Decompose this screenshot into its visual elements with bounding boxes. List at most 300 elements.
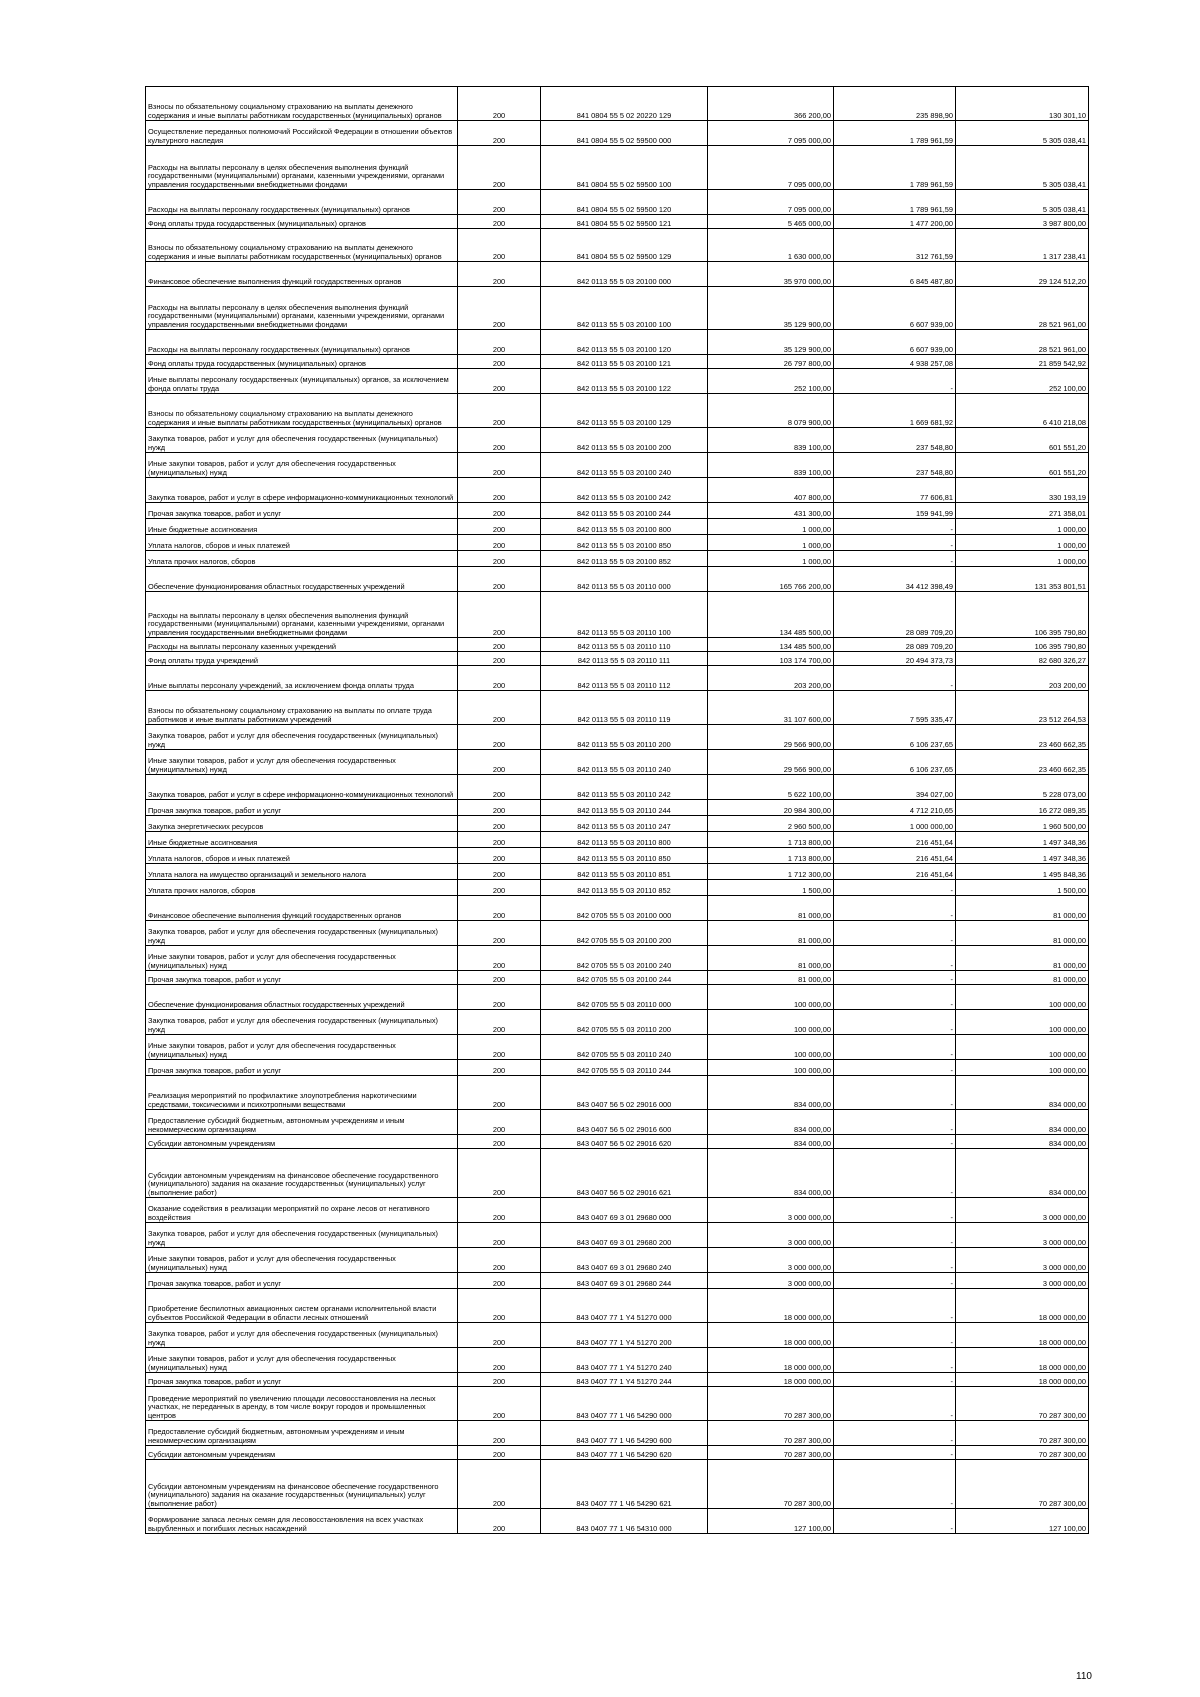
table-row [146,1348,1089,1373]
table-row [146,551,1089,567]
row-executed-cell: - [834,946,956,971]
row-code-cell: 200 [458,1198,541,1223]
table-row [146,1149,1089,1198]
row-name-cell: Осуществление переданных полномочий Российской Федерации в отношении объектов культурного наследия [146,121,458,146]
row-name-cell: Фонд оплаты труда государственных (муниципальных) органов [146,355,458,369]
row-executed-cell: 235 898,90 [834,87,956,121]
row-name-cell: Расходы на выплаты персоналу в целях обеспечения выполнения функций государственными (муниципальными) органами, казенными учреждениями, органами управления государственными внебюджетными фондами [146,146,458,190]
row-name-cell: Иные бюджетные ассигнования [146,832,458,848]
table-row [146,1421,1089,1446]
row-plan-cell: 5 465 000,00 [708,215,834,229]
row-plan-cell: 100 000,00 [708,985,834,1010]
row-executed-cell: - [834,1509,956,1534]
row-code-cell: 200 [458,215,541,229]
row-remaining-cell: 1 497 348,36 [956,832,1089,848]
row-executed-cell: 1 789 961,59 [834,190,956,215]
row-plan-cell: 1 000,00 [708,535,834,551]
row-kbk-cell: 842 0705 55 5 03 20100 200 [541,921,708,946]
row-code-cell: 200 [458,478,541,503]
row-kbk-cell: 842 0113 55 5 03 20100 120 [541,330,708,355]
table-row [146,1135,1089,1149]
table-row [146,1446,1089,1460]
row-code-cell: 200 [458,725,541,750]
row-name-cell: Проведение мероприятий по увеличению площади лесовосстановления на лесных участках, не переданных в аренду, в том числе вокруг городов и промышленных центров [146,1387,458,1421]
row-plan-cell: 127 100,00 [708,1509,834,1534]
row-name-cell: Прочая закупка товаров, работ и услуг [146,1273,458,1289]
row-executed-cell: 6 607 939,00 [834,287,956,330]
row-name-cell: Закупка энергетических ресурсов [146,816,458,832]
row-remaining-cell: 23 460 662,35 [956,725,1089,750]
row-code-cell: 200 [458,535,541,551]
row-name-cell: Закупка товаров, работ и услуг для обеспечения государственных (муниципальных) нужд [146,428,458,453]
row-code-cell: 200 [458,1060,541,1076]
row-remaining-cell: 130 301,10 [956,87,1089,121]
table-row [146,848,1089,864]
row-executed-cell: - [834,1387,956,1421]
table-row [146,1010,1089,1035]
row-executed-cell: 77 606,81 [834,478,956,503]
row-remaining-cell: 1 497 348,36 [956,848,1089,864]
row-kbk-cell: 841 0804 55 5 02 59500 120 [541,190,708,215]
row-name-cell: Предоставление субсидий бюджетным, автономным учреждениям и иным некоммерческим организациям [146,1110,458,1135]
row-executed-cell: 216 451,64 [834,848,956,864]
row-remaining-cell: 81 000,00 [956,971,1089,985]
row-kbk-cell: 841 0804 55 5 02 59500 100 [541,146,708,190]
row-remaining-cell: 70 287 300,00 [956,1460,1089,1509]
row-code-cell: 200 [458,428,541,453]
row-plan-cell: 134 485 500,00 [708,638,834,652]
row-plan-cell: 839 100,00 [708,453,834,478]
row-name-cell: Финансовое обеспечение выполнения функций государственных органов [146,262,458,287]
row-remaining-cell: 127 100,00 [956,1509,1089,1534]
table-row [146,215,1089,229]
row-code-cell: 200 [458,1035,541,1060]
row-name-cell: Закупка товаров, работ и услуг для обеспечения государственных (муниципальных) нужд [146,1010,458,1035]
row-code-cell: 200 [458,369,541,394]
row-kbk-cell: 843 0407 77 1 Y4 51270 244 [541,1373,708,1387]
table-row [146,394,1089,428]
row-plan-cell: 81 000,00 [708,921,834,946]
row-plan-cell: 1 712 300,00 [708,864,834,880]
row-kbk-cell: 842 0113 55 5 03 20100 242 [541,478,708,503]
row-executed-cell: - [834,1421,956,1446]
row-plan-cell: 70 287 300,00 [708,1446,834,1460]
table-row [146,750,1089,775]
row-kbk-cell: 842 0113 55 5 03 20110 244 [541,800,708,816]
row-plan-cell: 252 100,00 [708,369,834,394]
table-row [146,800,1089,816]
row-code-cell: 200 [458,848,541,864]
row-plan-cell: 18 000 000,00 [708,1289,834,1323]
row-name-cell: Расходы на выплаты персоналу казенных учреждений [146,638,458,652]
row-plan-cell: 7 095 000,00 [708,146,834,190]
row-code-cell: 200 [458,750,541,775]
row-plan-cell: 834 000,00 [708,1076,834,1110]
table-row [146,816,1089,832]
row-remaining-cell: 100 000,00 [956,1010,1089,1035]
row-kbk-cell: 843 0407 77 1 Ч6 54290 620 [541,1446,708,1460]
row-remaining-cell: 100 000,00 [956,985,1089,1010]
row-code-cell: 200 [458,864,541,880]
row-executed-cell: - [834,535,956,551]
row-remaining-cell: 5 305 038,41 [956,190,1089,215]
row-plan-cell: 3 000 000,00 [708,1198,834,1223]
row-code-cell: 200 [458,896,541,921]
row-plan-cell: 35 970 000,00 [708,262,834,287]
row-remaining-cell: 18 000 000,00 [956,1289,1089,1323]
row-name-cell: Субсидии автономным учреждениям на финансовое обеспечение государственного (муниципального) задания на оказание государственных (муниципальных) услуг (выполнение работ) [146,1460,458,1509]
table-row [146,832,1089,848]
row-code-cell: 200 [458,567,541,592]
row-kbk-cell: 843 0407 69 3 01 29680 000 [541,1198,708,1223]
row-remaining-cell: 131 353 801,51 [956,567,1089,592]
row-kbk-cell: 842 0113 55 5 03 20100 000 [541,262,708,287]
row-remaining-cell: 28 521 961,00 [956,330,1089,355]
row-plan-cell: 7 095 000,00 [708,190,834,215]
row-code-cell: 200 [458,1273,541,1289]
table-row [146,1035,1089,1060]
table-row [146,652,1089,666]
row-executed-cell: - [834,369,956,394]
row-kbk-cell: 842 0113 55 5 03 20110 851 [541,864,708,880]
table-row [146,190,1089,215]
row-kbk-cell: 842 0113 55 5 03 20110 000 [541,567,708,592]
row-remaining-cell: 3 000 000,00 [956,1223,1089,1248]
row-name-cell: Обеспечение функционирования областных государственных учреждений [146,985,458,1010]
row-code-cell: 200 [458,1223,541,1248]
row-name-cell: Обеспечение функционирования областных государственных учреждений [146,567,458,592]
row-executed-cell: - [834,1010,956,1035]
table-row [146,330,1089,355]
row-remaining-cell: 6 410 218,08 [956,394,1089,428]
row-code-cell: 200 [458,880,541,896]
row-code-cell: 200 [458,775,541,800]
row-name-cell: Закупка товаров, работ и услуг для обеспечения государственных (муниципальных) нужд [146,725,458,750]
row-executed-cell: - [834,1373,956,1387]
row-executed-cell: 159 941,99 [834,503,956,519]
row-code-cell: 200 [458,1110,541,1135]
row-remaining-cell: 18 000 000,00 [956,1373,1089,1387]
row-plan-cell: 35 129 900,00 [708,330,834,355]
row-executed-cell: - [834,1198,956,1223]
row-code-cell: 200 [458,1248,541,1273]
row-code-cell: 200 [458,190,541,215]
row-executed-cell: - [834,1110,956,1135]
row-kbk-cell: 842 0113 55 5 03 20100 244 [541,503,708,519]
row-remaining-cell: 601 551,20 [956,453,1089,478]
row-executed-cell: - [834,1149,956,1198]
table-row [146,638,1089,652]
row-kbk-cell: 842 0113 55 5 03 20110 240 [541,750,708,775]
row-name-cell: Прочая закупка товаров, работ и услуг [146,1060,458,1076]
row-code-cell: 200 [458,229,541,262]
row-name-cell: Предоставление субсидий бюджетным, автономным учреждениям и иным некоммерческим организациям [146,1421,458,1446]
row-kbk-cell: 842 0113 55 5 03 20110 850 [541,848,708,864]
row-code-cell: 200 [458,1149,541,1198]
row-plan-cell: 407 800,00 [708,478,834,503]
row-plan-cell: 1 000,00 [708,551,834,567]
row-name-cell: Закупка товаров, работ и услуг для обеспечения государственных (муниципальных) нужд [146,921,458,946]
table-row [146,428,1089,453]
row-executed-cell: 6 607 939,00 [834,330,956,355]
row-executed-cell: - [834,1348,956,1373]
row-plan-cell: 8 079 900,00 [708,394,834,428]
row-plan-cell: 35 129 900,00 [708,287,834,330]
row-kbk-cell: 842 0705 55 5 03 20110 200 [541,1010,708,1035]
row-kbk-cell: 842 0113 55 5 03 20110 112 [541,666,708,691]
row-remaining-cell: 81 000,00 [956,921,1089,946]
row-code-cell: 200 [458,121,541,146]
row-kbk-cell: 842 0113 55 5 03 20100 200 [541,428,708,453]
table-row [146,1387,1089,1421]
row-kbk-cell: 843 0407 69 3 01 29680 200 [541,1223,708,1248]
row-executed-cell: - [834,1289,956,1323]
row-remaining-cell: 5 305 038,41 [956,121,1089,146]
row-kbk-cell: 843 0407 69 3 01 29680 244 [541,1273,708,1289]
row-remaining-cell: 834 000,00 [956,1076,1089,1110]
row-kbk-cell: 842 0113 55 5 03 20100 240 [541,453,708,478]
row-remaining-cell: 3 000 000,00 [956,1248,1089,1273]
row-code-cell: 200 [458,1509,541,1534]
row-code-cell: 200 [458,1323,541,1348]
row-name-cell: Расходы на выплаты персоналу в целях обеспечения выполнения функций государственными (муниципальными) органами, казенными учреждениями, органами управления государственными внебюджетными фондами [146,592,458,638]
row-plan-cell: 20 984 300,00 [708,800,834,816]
row-kbk-cell: 843 0407 77 1 Ч6 54290 600 [541,1421,708,1446]
row-executed-cell: - [834,1223,956,1248]
row-name-cell: Уплата прочих налогов, сборов [146,551,458,567]
row-remaining-cell: 1 317 238,41 [956,229,1089,262]
row-executed-cell: 4 712 210,65 [834,800,956,816]
row-code-cell: 200 [458,503,541,519]
row-executed-cell: 28 089 709,20 [834,592,956,638]
row-remaining-cell: 203 200,00 [956,666,1089,691]
row-plan-cell: 100 000,00 [708,1035,834,1060]
row-code-cell: 200 [458,262,541,287]
row-executed-cell: 6 106 237,65 [834,750,956,775]
table-row [146,946,1089,971]
table-row [146,87,1089,121]
page-number: 110 [1076,1671,1092,1682]
table-row [146,1289,1089,1323]
row-plan-cell: 1 630 000,00 [708,229,834,262]
budget-execution-table [145,86,1089,1534]
row-plan-cell: 26 797 800,00 [708,355,834,369]
row-kbk-cell: 842 0113 55 5 03 20110 200 [541,725,708,750]
table-row [146,503,1089,519]
row-remaining-cell: 29 124 512,20 [956,262,1089,287]
row-executed-cell: - [834,1446,956,1460]
row-name-cell: Уплата налогов, сборов и иных платежей [146,535,458,551]
row-plan-cell: 203 200,00 [708,666,834,691]
row-code-cell: 200 [458,394,541,428]
table-row [146,775,1089,800]
row-name-cell: Закупка товаров, работ и услуг для обеспечения государственных (муниципальных) нужд [146,1323,458,1348]
row-plan-cell: 2 960 500,00 [708,816,834,832]
row-kbk-cell: 842 0113 55 5 03 20100 100 [541,287,708,330]
row-kbk-cell: 842 0113 55 5 03 20110 242 [541,775,708,800]
row-kbk-cell: 842 0113 55 5 03 20110 852 [541,880,708,896]
row-code-cell: 200 [458,1289,541,1323]
row-kbk-cell: 842 0705 55 5 03 20100 244 [541,971,708,985]
row-plan-cell: 1 713 800,00 [708,832,834,848]
row-remaining-cell: 834 000,00 [956,1149,1089,1198]
row-code-cell: 200 [458,1373,541,1387]
table-row [146,971,1089,985]
row-code-cell: 200 [458,1460,541,1509]
row-code-cell: 200 [458,1446,541,1460]
row-name-cell: Уплата налога на имущество организаций и земельного налога [146,864,458,880]
row-code-cell: 200 [458,87,541,121]
table-row [146,1248,1089,1273]
row-executed-cell: 7 595 335,47 [834,691,956,725]
row-remaining-cell: 106 395 790,80 [956,638,1089,652]
row-kbk-cell: 841 0804 55 5 02 20220 129 [541,87,708,121]
row-name-cell: Субсидии автономным учреждениям [146,1135,458,1149]
row-kbk-cell: 841 0804 55 5 02 59500 000 [541,121,708,146]
table-row [146,1273,1089,1289]
row-code-cell: 200 [458,592,541,638]
row-executed-cell: 216 451,64 [834,832,956,848]
table-row [146,453,1089,478]
row-name-cell: Фонд оплаты труда государственных (муниципальных) органов [146,215,458,229]
row-code-cell: 200 [458,946,541,971]
row-name-cell: Иные закупки товаров, работ и услуг для обеспечения государственных (муниципальных) нужд [146,1035,458,1060]
row-code-cell: 200 [458,666,541,691]
row-plan-cell: 18 000 000,00 [708,1373,834,1387]
row-executed-cell: 1 669 681,92 [834,394,956,428]
row-kbk-cell: 842 0705 55 5 03 20100 240 [541,946,708,971]
row-name-cell: Расходы на выплаты персоналу государственных (муниципальных) органов [146,330,458,355]
table-row [146,1509,1089,1534]
row-code-cell: 200 [458,985,541,1010]
row-remaining-cell: 70 287 300,00 [956,1446,1089,1460]
row-name-cell: Субсидии автономным учреждениям на финансовое обеспечение государственного (муниципального) задания на оказание государственных (муниципальных) услуг (выполнение работ) [146,1149,458,1198]
row-kbk-cell: 842 0113 55 5 03 20100 129 [541,394,708,428]
table-row [146,121,1089,146]
row-name-cell: Иные закупки товаров, работ и услуг для обеспечения государственных (муниципальных) нужд [146,453,458,478]
row-name-cell: Финансовое обеспечение выполнения функций государственных органов [146,896,458,921]
row-kbk-cell: 842 0705 55 5 03 20110 240 [541,1035,708,1060]
row-remaining-cell: 834 000,00 [956,1110,1089,1135]
row-executed-cell: - [834,896,956,921]
row-remaining-cell: 252 100,00 [956,369,1089,394]
row-executed-cell: 1 789 961,59 [834,146,956,190]
table-row [146,1323,1089,1348]
row-plan-cell: 3 000 000,00 [708,1223,834,1248]
table-row [146,592,1089,638]
row-kbk-cell: 842 0113 55 5 03 20110 247 [541,816,708,832]
row-plan-cell: 70 287 300,00 [708,1421,834,1446]
row-remaining-cell: 23 512 264,53 [956,691,1089,725]
row-executed-cell: - [834,666,956,691]
row-kbk-cell: 843 0407 56 5 02 29016 620 [541,1135,708,1149]
row-name-cell: Прочая закупка товаров, работ и услуг [146,1373,458,1387]
row-kbk-cell: 843 0407 56 5 02 29016 000 [541,1076,708,1110]
row-name-cell: Прочая закупка товаров, работ и услуг [146,971,458,985]
row-code-cell: 200 [458,971,541,985]
table-row [146,229,1089,262]
row-name-cell: Расходы на выплаты персоналу государственных (муниципальных) органов [146,190,458,215]
row-kbk-cell: 843 0407 77 1 Ч6 54290 621 [541,1460,708,1509]
row-remaining-cell: 3 000 000,00 [956,1273,1089,1289]
row-executed-cell: - [834,1060,956,1076]
table-row [146,1060,1089,1076]
row-plan-cell: 100 000,00 [708,1060,834,1076]
row-executed-cell: 1 789 961,59 [834,121,956,146]
row-name-cell: Иные закупки товаров, работ и услуг для обеспечения государственных (муниципальных) нужд [146,750,458,775]
row-name-cell: Взносы по обязательному социальному страхованию на выплаты денежного содержания и иные выплаты работникам государственных (муниципальных) органов [146,394,458,428]
row-plan-cell: 81 000,00 [708,946,834,971]
row-plan-cell: 431 300,00 [708,503,834,519]
row-remaining-cell: 1 500,00 [956,880,1089,896]
row-remaining-cell: 1 000,00 [956,551,1089,567]
row-code-cell: 200 [458,832,541,848]
row-code-cell: 200 [458,1076,541,1110]
row-remaining-cell: 23 460 662,35 [956,750,1089,775]
table-row [146,519,1089,535]
row-name-cell: Формирование запаса лесных семян для лесовосстановления на всех участках вырубленных и погибших лесных насаждений [146,1509,458,1534]
row-plan-cell: 366 200,00 [708,87,834,121]
row-name-cell: Взносы по обязательному социальному страхованию на выплаты по оплате труда работников и иные выплаты работникам учреждений [146,691,458,725]
table-row [146,864,1089,880]
row-code-cell: 200 [458,1010,541,1035]
row-code-cell: 200 [458,921,541,946]
table-row [146,1373,1089,1387]
row-name-cell: Прочая закупка товаров, работ и услуг [146,503,458,519]
row-remaining-cell: 1 000,00 [956,519,1089,535]
row-kbk-cell: 843 0407 69 3 01 29680 240 [541,1248,708,1273]
row-kbk-cell: 842 0113 55 5 03 20100 800 [541,519,708,535]
row-code-cell: 200 [458,1135,541,1149]
row-plan-cell: 834 000,00 [708,1135,834,1149]
row-remaining-cell: 271 358,01 [956,503,1089,519]
table-row [146,1076,1089,1110]
row-kbk-cell: 842 0113 55 5 03 20110 119 [541,691,708,725]
row-executed-cell: 237 548,80 [834,453,956,478]
row-plan-cell: 18 000 000,00 [708,1348,834,1373]
row-executed-cell: - [834,880,956,896]
row-code-cell: 200 [458,800,541,816]
row-plan-cell: 1 000,00 [708,519,834,535]
row-kbk-cell: 842 0705 55 5 03 20100 000 [541,896,708,921]
row-plan-cell: 134 485 500,00 [708,592,834,638]
row-kbk-cell: 842 0113 55 5 03 20100 852 [541,551,708,567]
row-code-cell: 200 [458,453,541,478]
row-remaining-cell: 81 000,00 [956,946,1089,971]
row-executed-cell: 4 938 257,08 [834,355,956,369]
row-remaining-cell: 16 272 089,35 [956,800,1089,816]
table-row [146,1460,1089,1509]
row-code-cell: 200 [458,519,541,535]
row-plan-cell: 70 287 300,00 [708,1460,834,1509]
row-name-cell: Иные выплаты персоналу государственных (муниципальных) органов, за исключением фонда оплаты труда [146,369,458,394]
row-name-cell: Взносы по обязательному социальному страхованию на выплаты денежного содержания и иные выплаты работникам государственных (муниципальных) органов [146,229,458,262]
row-plan-cell: 100 000,00 [708,1010,834,1035]
row-name-cell: Прочая закупка товаров, работ и услуг [146,800,458,816]
row-remaining-cell: 100 000,00 [956,1035,1089,1060]
row-kbk-cell: 843 0407 77 1 Y4 51270 000 [541,1289,708,1323]
row-executed-cell: 394 027,00 [834,775,956,800]
row-kbk-cell: 842 0113 55 5 03 20110 111 [541,652,708,666]
table-row [146,287,1089,330]
row-plan-cell: 81 000,00 [708,971,834,985]
row-executed-cell: - [834,519,956,535]
row-executed-cell: - [834,1248,956,1273]
row-name-cell: Закупка товаров, работ и услуг в сфере информационно-коммуникационных технологий [146,775,458,800]
row-plan-cell: 18 000 000,00 [708,1323,834,1348]
row-code-cell: 200 [458,691,541,725]
row-kbk-cell: 842 0705 55 5 03 20110 244 [541,1060,708,1076]
